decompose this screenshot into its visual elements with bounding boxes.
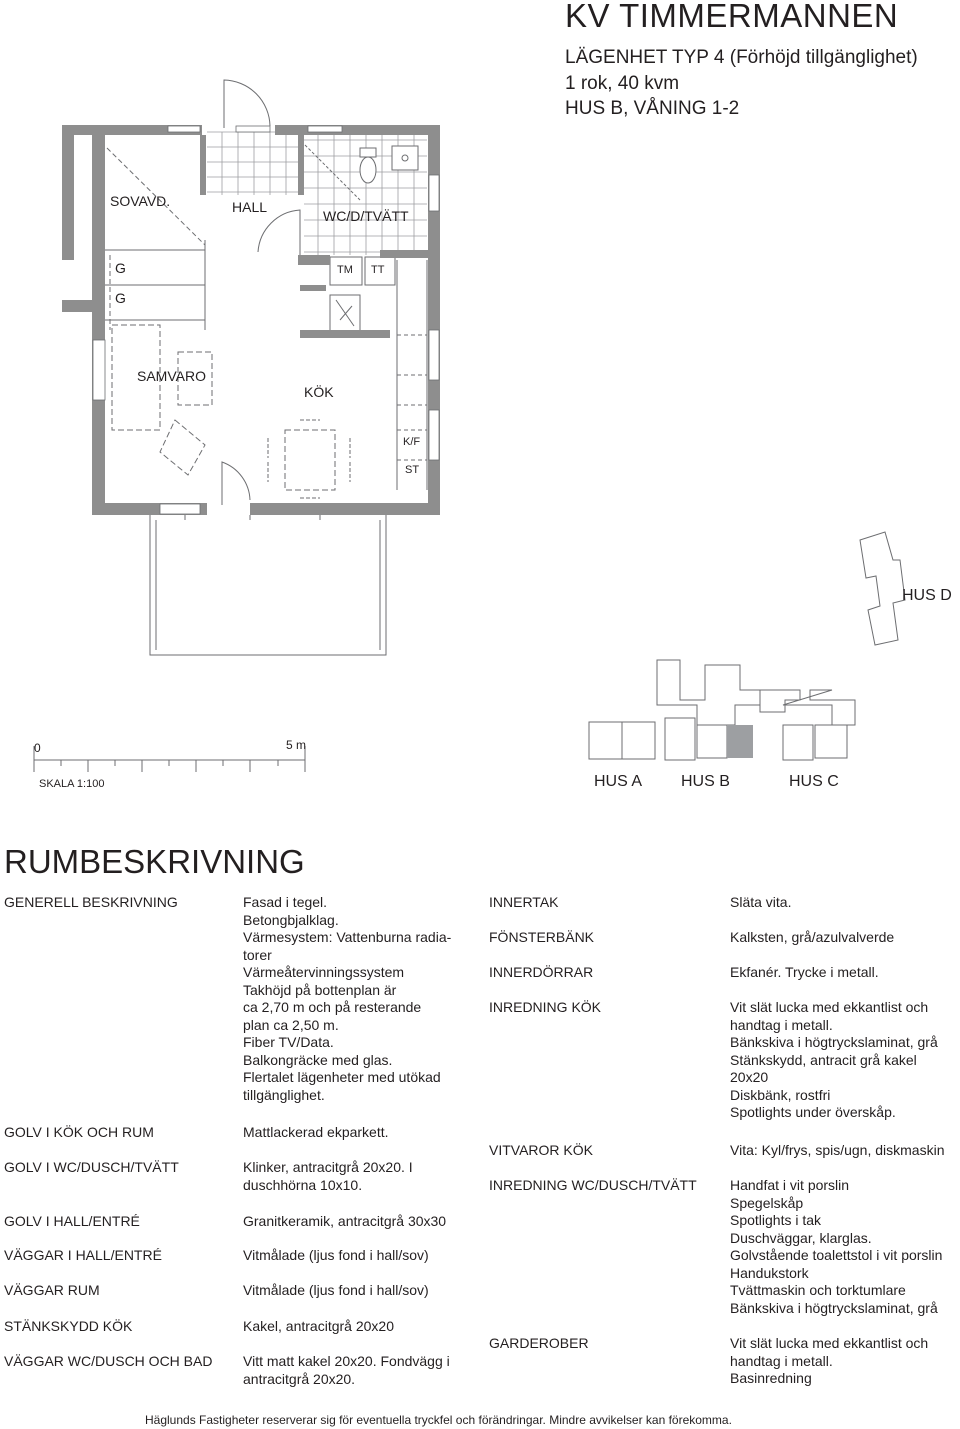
value-line: Spotlights under överskåp. bbox=[730, 1104, 896, 1120]
hus-b-highlight bbox=[727, 725, 753, 758]
left-label: GOLV I KÖK OCH RUM bbox=[4, 1124, 154, 1140]
hus-a-label: HUS A bbox=[594, 773, 643, 790]
wardrobe-g2: G bbox=[115, 290, 126, 306]
right-label: INREDNING KÖK bbox=[489, 999, 602, 1015]
value-line: Vitmålade (ljus fond i hall/sov) bbox=[243, 1247, 429, 1263]
value-line: Ekfanér. Trycke i metall. bbox=[730, 964, 879, 980]
value-line: antracitgrå 20x20. bbox=[243, 1370, 356, 1387]
value-line: Vita: Kyl/frys, spis/ugn, diskmaskin bbox=[730, 1142, 945, 1158]
right-value bbox=[730, 929, 894, 947]
value-line: Vitt matt kakel 20x20. Fondvägg i bbox=[243, 1353, 450, 1369]
value-line: ca 2,70 m och på resterande bbox=[243, 999, 422, 1015]
value-line: Stänkskydd, antracit grå kakel bbox=[730, 1051, 917, 1068]
right-value bbox=[730, 999, 938, 1122]
footer-disclaimer: Häglunds Fastigheter reserverar sig för eventuella tryckfel och förändringar. Mindre avvikelser kan förekomma. bbox=[145, 1413, 732, 1427]
room-sovavd: SOVAVD. bbox=[110, 193, 171, 209]
wardrobe-g1: G bbox=[115, 260, 126, 276]
value-line: Fasad i tegel. bbox=[243, 894, 328, 910]
value-line: Handukstork bbox=[730, 1264, 809, 1281]
value-line: Balkongräcke med glas. bbox=[243, 1051, 393, 1068]
room-hall: HALL bbox=[232, 199, 268, 215]
value-line: Granitkeramik, antracitgrå 30x30 bbox=[243, 1213, 447, 1229]
right-label: INNERDÖRRAR bbox=[489, 964, 594, 980]
right-label: INREDNING WC/DUSCH/TVÄTT bbox=[489, 1177, 697, 1193]
value-line: Bänkskiva i högtryckslaminat, grå bbox=[730, 1034, 938, 1050]
scale-five: 5 m bbox=[286, 738, 307, 752]
value-line: Betongbjalklag. bbox=[243, 911, 339, 928]
value-line: Handfat i vit porslin bbox=[730, 1177, 850, 1193]
stove-st: ST bbox=[405, 464, 420, 476]
right-value bbox=[730, 964, 879, 982]
value-line: Vitmålade (ljus fond i hall/sov) bbox=[243, 1282, 429, 1298]
value-line: Takhöjd på bottenplan är bbox=[243, 981, 397, 998]
apartment-size: 1 rok, 40 kvm bbox=[565, 73, 680, 94]
right-label: VITVAROR KÖK bbox=[489, 1142, 593, 1158]
value-line: Flertalet lägenheter med utökad bbox=[243, 1069, 441, 1085]
value-line: duschhörna 10x10. bbox=[243, 1176, 363, 1193]
value-line: 20x20 bbox=[730, 1069, 769, 1085]
value-line: Släta vita. bbox=[730, 894, 792, 910]
value-line: Mattlackerad ekparkett. bbox=[243, 1124, 389, 1140]
dryer-tt: TT bbox=[371, 264, 385, 276]
value-line: handtag i metall. bbox=[730, 1352, 833, 1369]
hus-c-label: HUS C bbox=[789, 773, 839, 790]
value-line: tillgänglighet. bbox=[243, 1086, 325, 1103]
value-line: Basinredning bbox=[730, 1370, 812, 1386]
left-label: VÄGGAR WC/DUSCH OCH BAD bbox=[4, 1353, 213, 1369]
scale-label: SKALA 1:100 bbox=[39, 778, 105, 790]
left-label: VÄGGAR I HALL/ENTRÉ bbox=[4, 1247, 162, 1263]
right-value bbox=[730, 1335, 928, 1388]
value-line: Bänkskiva i högtryckslaminat, grå bbox=[730, 1299, 938, 1316]
right-label: FÖNSTERBÄNK bbox=[489, 929, 595, 945]
value-line: Duschväggar, klarglas. bbox=[730, 1229, 872, 1246]
left-value bbox=[243, 1353, 450, 1388]
value-line: handtag i metall. bbox=[730, 1016, 833, 1033]
hus-b-label: HUS B bbox=[681, 773, 730, 790]
room-kok: KÖK bbox=[304, 384, 334, 400]
hus-d-label: HUS D bbox=[902, 587, 952, 604]
left-label: GOLV I HALL/ENTRÉ bbox=[4, 1213, 140, 1229]
value-line: Tvättmaskin och torktumlare bbox=[730, 1282, 906, 1298]
value-line: Golvstående toalettstol i vit porslin bbox=[730, 1247, 943, 1263]
right-label: INNERTAK bbox=[489, 894, 559, 910]
left-value bbox=[243, 894, 451, 1104]
room-samvaro: SAMVARO bbox=[137, 368, 206, 384]
left-label: VÄGGAR RUM bbox=[4, 1282, 100, 1298]
value-line: Kalksten, grå/azulvalverde bbox=[730, 929, 895, 945]
right-value bbox=[730, 894, 791, 912]
scale-zero: 0 bbox=[34, 741, 41, 755]
apartment-type: LÄGENHET TYP 4 (Förhöjd tillgänglighet) bbox=[565, 47, 918, 68]
value-line: Kakel, antracitgrå 20x20 bbox=[243, 1318, 394, 1334]
value-line: Fiber TV/Data. bbox=[243, 1034, 334, 1050]
apartment-location: HUS B, VÅNING 1-2 bbox=[565, 98, 740, 119]
right-label: GARDEROBER bbox=[489, 1335, 589, 1351]
left-value bbox=[243, 1318, 394, 1336]
value-line: Vit slät lucka med ekkantlist och bbox=[730, 1335, 929, 1351]
value-line: Värmesystem: Vattenburna radia- bbox=[243, 929, 452, 945]
right-value bbox=[730, 1142, 944, 1160]
value-line: plan ca 2,50 m. bbox=[243, 1016, 339, 1033]
left-value bbox=[243, 1213, 446, 1231]
section-title: RUMBESKRIVNING bbox=[4, 843, 305, 880]
right-value bbox=[730, 1177, 942, 1317]
washer-tm: TM bbox=[337, 264, 353, 276]
room-wc: WC/D/TVÄTT bbox=[323, 208, 409, 224]
value-line: Diskbänk, rostfri bbox=[730, 1086, 831, 1103]
project-title: KV TIMMERMANNEN bbox=[565, 0, 899, 34]
left-label: GOLV I WC/DUSCH/TVÄTT bbox=[4, 1159, 179, 1175]
fridge-kf: K/F bbox=[403, 436, 421, 448]
value-line: torer bbox=[243, 946, 272, 963]
left-value bbox=[243, 1124, 389, 1142]
value-line: Spegelskåp bbox=[730, 1194, 804, 1211]
left-value bbox=[243, 1159, 413, 1194]
left-label: GENERELL BESKRIVNING bbox=[4, 894, 178, 910]
left-label: STÄNKSKYDD KÖK bbox=[4, 1318, 133, 1334]
value-line: Vit slät lucka med ekkantlist och bbox=[730, 999, 929, 1015]
value-line: Klinker, antracitgrå 20x20. I bbox=[243, 1159, 413, 1175]
value-line: Spotlights i tak bbox=[730, 1212, 822, 1228]
value-line: Värmeåtervinningssystem bbox=[243, 964, 405, 980]
left-value bbox=[243, 1247, 429, 1265]
left-value bbox=[243, 1282, 429, 1300]
